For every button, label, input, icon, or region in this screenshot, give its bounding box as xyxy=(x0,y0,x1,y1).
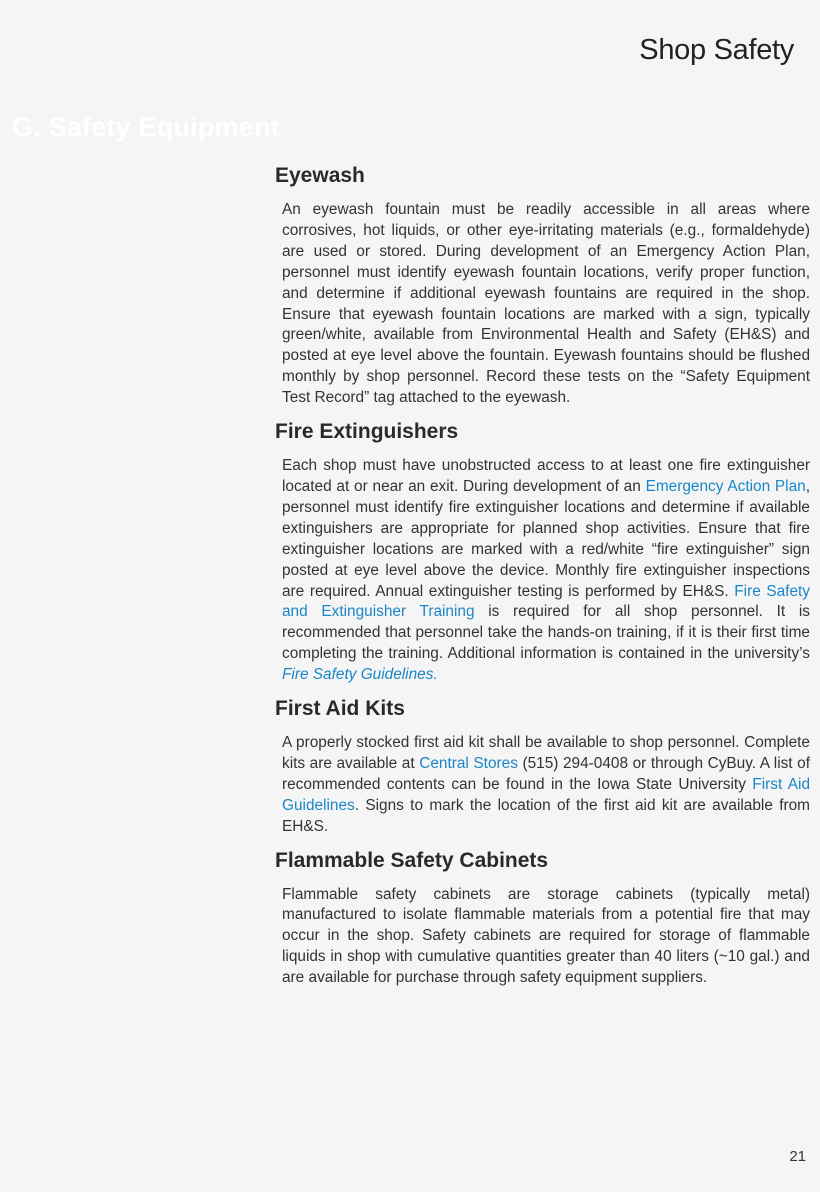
section-heading: G. Safety Equipment xyxy=(12,112,280,142)
page-number: 21 xyxy=(789,1148,806,1165)
firstaid-text-1: A properly stocked first aid kit shall be available to shop personnel. Complete kits are available at xyxy=(282,734,810,772)
fire-safety-training-link[interactable]: Fire Safety and Extinguisher Training xyxy=(282,582,810,621)
fire-extinguishers-paragraph xyxy=(282,456,810,686)
fire-extinguishers-section xyxy=(275,420,810,686)
fire-text-2: , personnel must identify fire extinguisher locations and determine if available extinguishers are appropriate for planned shop activities. Ensure that fire extinguisher locations are marked with a red/white “fire extinguisher” sign posted at eye level above the device. Monthly fire extinguisher inspections are required. Annual extinguisher testing is performed by EH&S. xyxy=(282,477,810,600)
eyewash-paragraph: An eyewash fountain must be readily accessible in all areas where corrosives, hot liquids, or other eye-irritating materials (e.g., formaldehyde) are used or stored. During development of an Emergency Action Plan, personnel must identify eyewash fountain locations, verify proper function, and determine if additional eyewash fountains are required in the shop. Ensure that eyewash fountain locations are marked with a sign, typically green/white, available from Environmental Health and Safety (EH&S) and posted at eye level above the fountain. Eyewash fountains should be flushed monthly by shop personnel. Record these tests on the “Safety Equipment Test Record” tag attached to the eyewash. xyxy=(282,201,810,407)
emergency-action-plan-link[interactable]: Emergency Action Plan xyxy=(645,477,806,495)
firstaid-text-3: . Signs to mark the location of the first aid kit are available from EH&S. xyxy=(282,796,810,835)
fire-extinguishers-title: Fire Extinguishers xyxy=(275,420,459,444)
central-stores-link[interactable]: Central Stores xyxy=(419,754,518,772)
eyewash-section xyxy=(275,164,810,409)
first-aid-title: First Aid Kits xyxy=(275,697,405,721)
first-aid-paragraph xyxy=(282,733,810,838)
main-content xyxy=(275,164,810,1000)
first-aid-guidelines-link[interactable]: First Aid Guidelines xyxy=(282,775,810,814)
flammable-cabinets-paragraph: Flammable safety cabinets are storage cabinets (typically metal) manufactured to isolate flammable materials from a potential fire that may occur in the shop. Safety cabinets are required for storage of flammable liquids in shop with cumulative quantities greater than 40 liters (~10 gal.) and are available for purchase through safety equipment suppliers. xyxy=(282,885,810,987)
eyewash-title: Eyewash xyxy=(275,164,365,187)
fire-safety-guidelines-link[interactable]: Fire Safety Guidelines. xyxy=(282,666,438,684)
flammable-cabinets-section xyxy=(275,849,810,990)
firstaid-text-2: (515) 294-0408 or through CyBuy. A list of recommended contents can be found in the Iowa State University xyxy=(282,754,810,793)
fire-text-1: Each shop must have unobstructed access to at least one fire extinguisher located at or near an exit. During development of an xyxy=(282,457,810,495)
first-aid-section xyxy=(275,697,810,838)
page-header-title: Shop Safety xyxy=(639,34,794,66)
flammable-cabinets-title: Flammable Safety Cabinets xyxy=(275,848,549,872)
fire-text-3: is required for all shop personnel. It is recommended that personnel take the hands-on training, if it is their first time completing the training. Additional information is contained in the university’s xyxy=(282,603,810,663)
